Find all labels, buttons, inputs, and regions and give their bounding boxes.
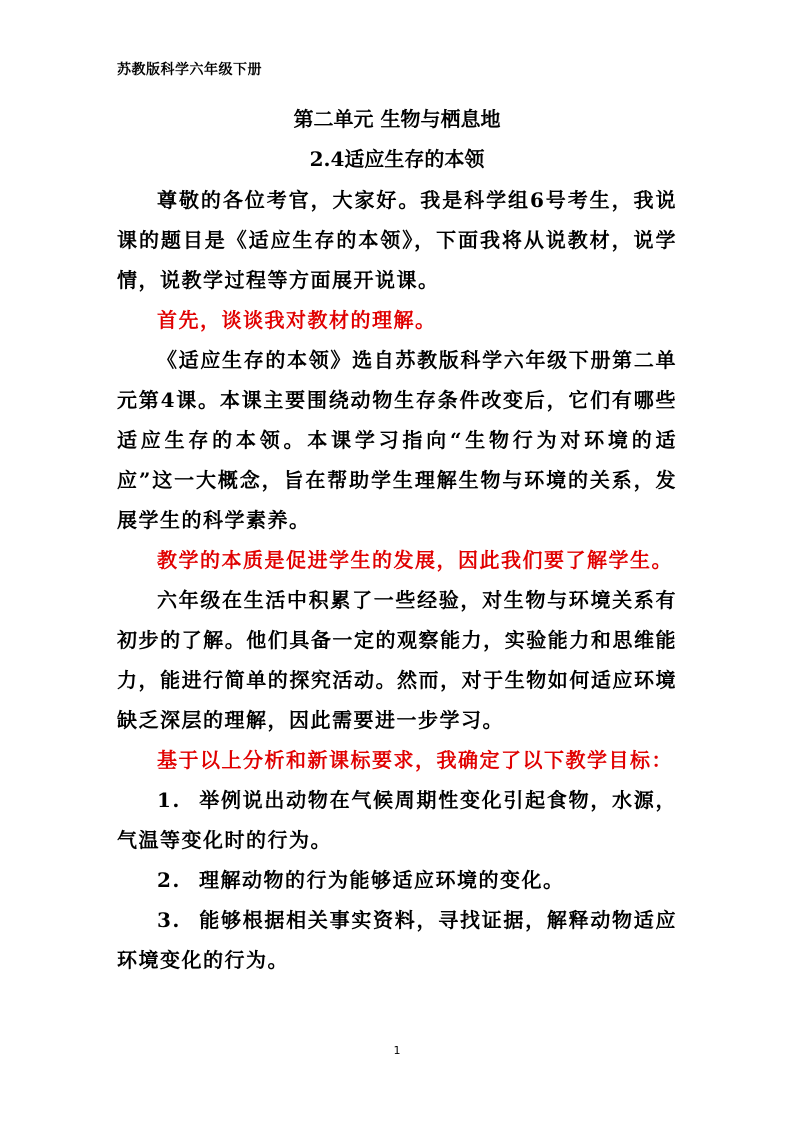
intro-paragraph: 尊敬的各位考官，大家好。我是科学组6号考生，我说课的题目是《适应生存的本领》，下面我将从说教材，说学情，说教学过程等方面展开说课。 bbox=[117, 188, 677, 292]
goal-item-3 bbox=[117, 900, 677, 980]
students-heading: 教学的本质是促进学生的发展，因此我们要了解学生。 bbox=[157, 548, 673, 572]
goals-heading: 基于以上分析和新课标要求，我确定了以下教学目标： bbox=[157, 748, 673, 772]
document-header: 苏教版科学六年级下册 bbox=[117, 62, 262, 78]
lesson-title: 2.4适应生存的本领 bbox=[309, 147, 485, 171]
goal-text: 举例说出动物在气候周期性变化引起食物，水源，气温等变化时的行为。 bbox=[117, 788, 677, 852]
page-number: 1 bbox=[393, 1044, 401, 1057]
goal-number: 3. bbox=[157, 908, 181, 932]
textbook-heading: 首先，谈谈我对教材的理解。 bbox=[157, 308, 437, 332]
goal-number: 1. bbox=[157, 788, 181, 812]
goal-text: 理解动物的行为能够适应环境的变化。 bbox=[199, 868, 565, 892]
goal-item-2 bbox=[117, 860, 677, 900]
document-body bbox=[117, 180, 677, 980]
unit-title: 第二单元 生物与栖息地 bbox=[293, 107, 501, 131]
students-paragraph: 六年级在生活中积累了一些经验，对生物与环境关系有初步的了解。他们具备一定的观察能力，实验能力和思维能力，能进行简单的探究活动。然而，对于生物如何适应环境缺乏深层的理解，因此需要进一步学习。 bbox=[117, 588, 677, 732]
goal-item-1 bbox=[117, 780, 677, 860]
goal-number: 2. bbox=[157, 868, 181, 892]
goal-text: 能够根据相关事实资料，寻找证据，解释动物适应环境变化的行为。 bbox=[117, 908, 677, 972]
textbook-paragraph: 《适应生存的本领》选自苏教版科学六年级下册第二单元第4课。本课主要围绕动物生存条件改变后，它们有哪些适应生存的本领。本课学习指向“生物行为对环境的适应”这一大概念，旨在帮助学生理解生物与环境的关系，发展学生的科学素养。 bbox=[117, 348, 677, 532]
